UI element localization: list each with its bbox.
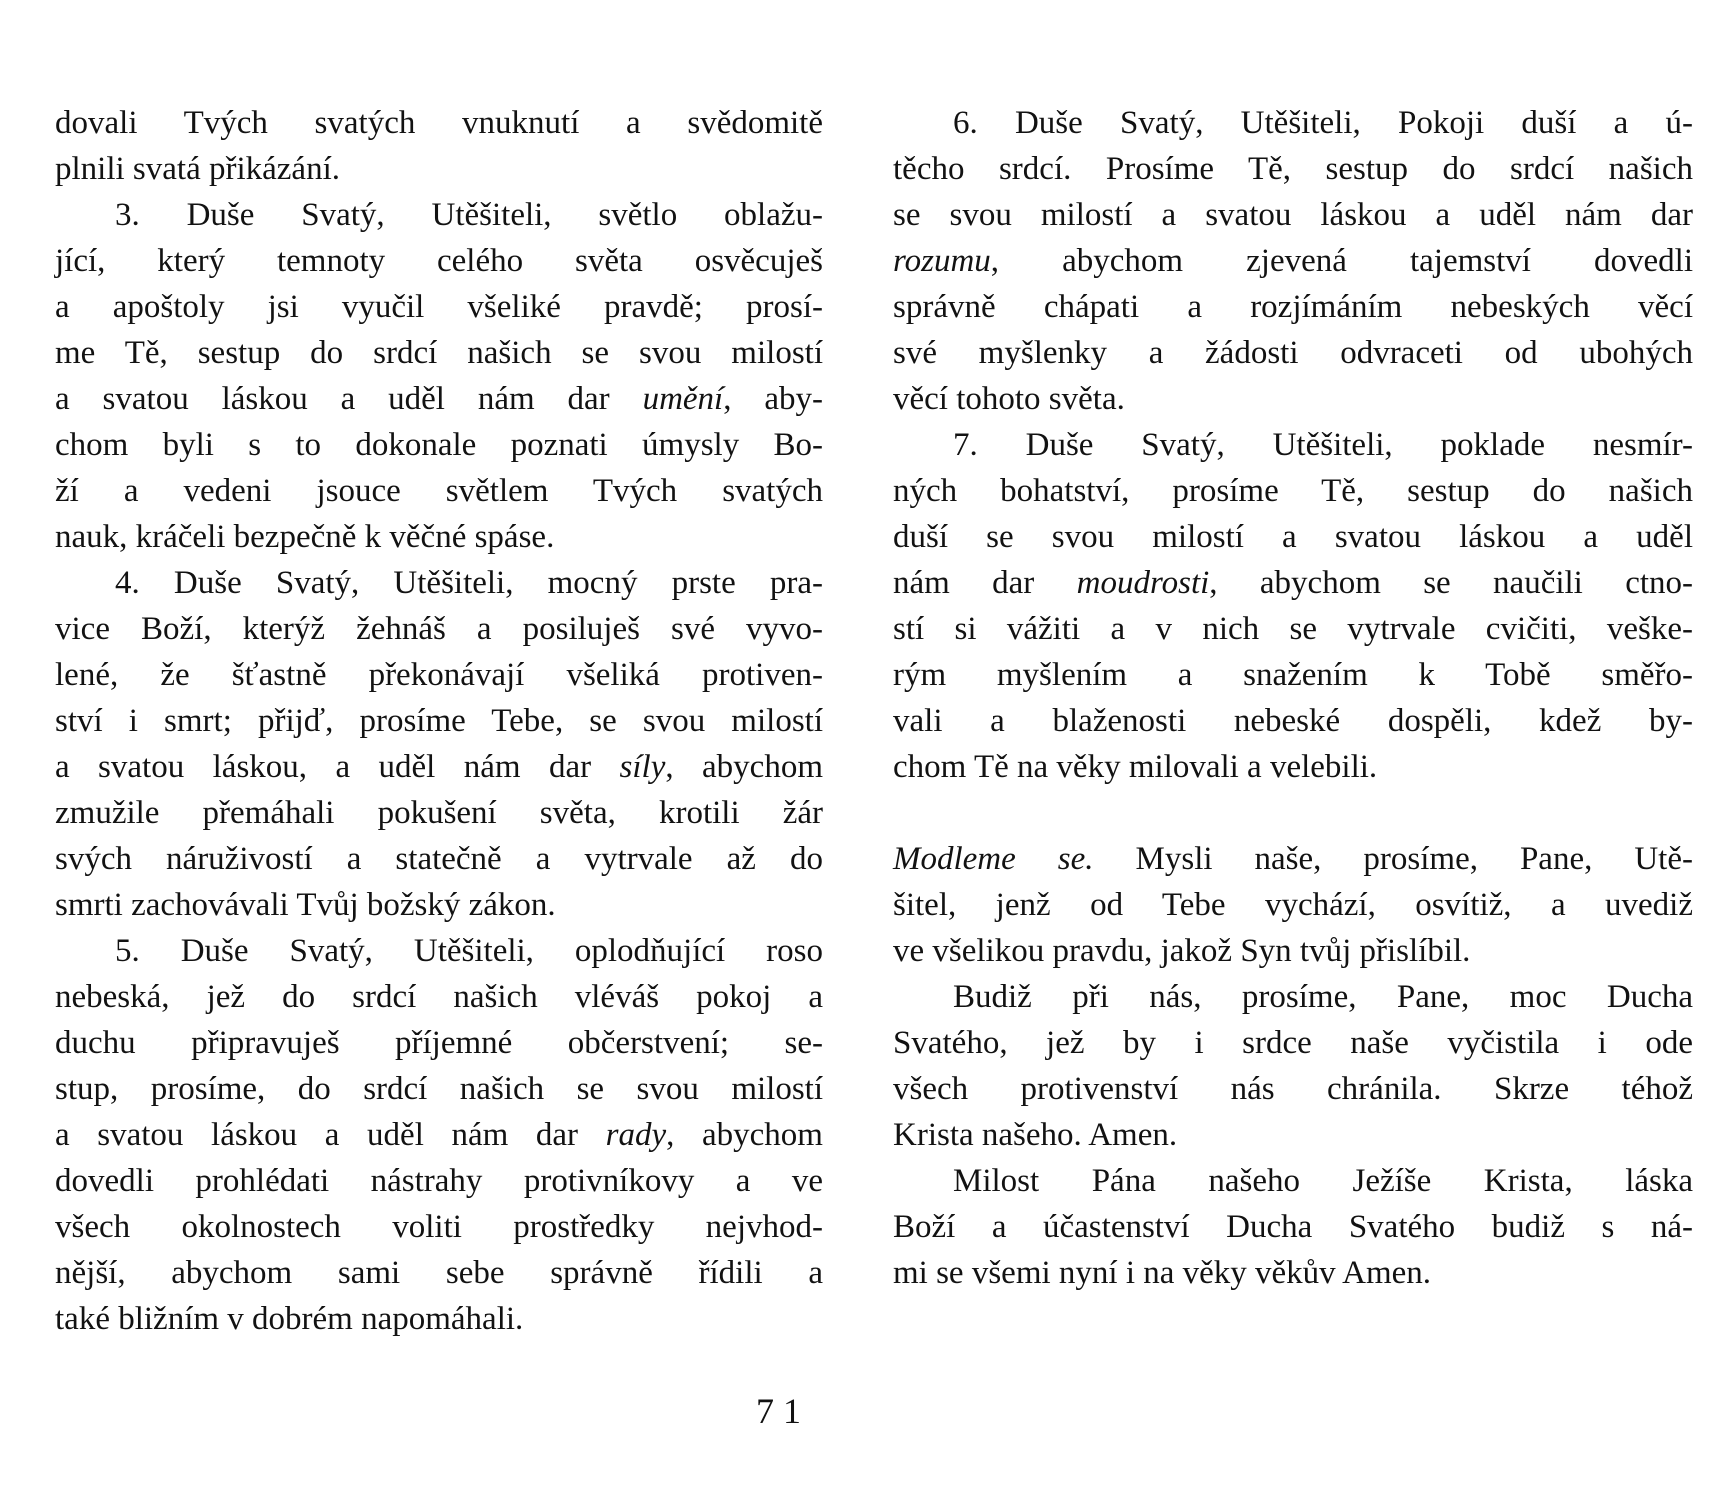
text-line: [893, 744, 1693, 790]
text-line: [55, 192, 823, 238]
text-run: 6. Duše Svatý, Utěšiteli, Pokoji duší a ú-: [953, 105, 1693, 141]
text-run: své myšlenky a žádosti odvraceti od ubohých: [893, 335, 1693, 371]
text-line: [893, 652, 1693, 698]
text-line: [893, 192, 1693, 238]
text-run: lené, že šťastně překonávají všeliká protiven-: [55, 657, 823, 693]
italic-text-run: síly: [619, 749, 666, 785]
text-line: [55, 1158, 823, 1204]
text-line: [893, 284, 1693, 330]
left-page-text-column: [55, 100, 823, 1342]
text-run: Milost Pána našeho Ježíše Krista, láska: [953, 1163, 1693, 1199]
text-run: všech okolnostech voliti prostředky nejvhod-: [55, 1209, 823, 1245]
text-run: 5. Duše Svatý, Utěšiteli, oplodňující roso: [115, 933, 823, 969]
text-run: a svatou láskou a uděl nám dar: [55, 1117, 606, 1153]
text-line: [893, 882, 1693, 928]
text-line: [55, 744, 823, 790]
text-run: stí si vážiti a v nich se vytrvale cvičiti, veške-: [893, 611, 1693, 647]
text-line: [55, 1066, 823, 1112]
text-run: těcho srdcí. Prosíme Tě, sestup do srdcí našich: [893, 151, 1693, 187]
text-line: [55, 1204, 823, 1250]
page-number: 7 1: [756, 1391, 801, 1431]
text-line: [55, 422, 823, 468]
text-run: se svou milostí a svatou láskou a uděl nám dar: [893, 197, 1693, 233]
text-run: duší se svou milostí a svatou láskou a uděl: [893, 519, 1693, 555]
text-line: [55, 882, 823, 928]
text-run: dovedli prohlédati nástrahy protivníkovy a ve: [55, 1163, 823, 1199]
text-run: vice Boží, kterýž žehnáš a posiluješ své vyvo-: [55, 611, 823, 647]
text-line: [893, 422, 1693, 468]
text-run: nebeská, jež do srdcí našich vléváš pokoj a: [55, 979, 823, 1015]
text-run: jící, který temnoty celého světa osvěcuješ: [55, 243, 823, 279]
text-run: a apoštoly jsi vyučil všeliké pravdě; prosí-: [55, 289, 823, 325]
text-line: [893, 100, 1693, 146]
text-line: [893, 1066, 1693, 1112]
text-line: [893, 1020, 1693, 1066]
text-line: [893, 928, 1693, 974]
text-run: ží a vedeni jsouce světlem Tvých svatých: [55, 473, 823, 509]
text-run: ných bohatství, prosíme Tě, sestup do našich: [893, 473, 1693, 509]
italic-text-run: rozumu: [893, 243, 991, 279]
text-line: [893, 560, 1693, 606]
text-run: 7. Duše Svatý, Utěšiteli, poklade nesmír-: [953, 427, 1693, 463]
text-run: zmužile přemáhali pokušení světa, krotili žár: [55, 795, 823, 831]
right-page-text-column: [893, 100, 1693, 1296]
text-run: , abychom se naučili ctno-: [1209, 565, 1693, 601]
italic-text-run: umění: [642, 381, 724, 417]
text-line: [55, 238, 823, 284]
text-run: vali a blaženosti nebeské dospěli, kdež by-: [893, 703, 1693, 739]
text-line: [55, 1250, 823, 1296]
italic-text-run: rady: [605, 1117, 667, 1153]
text-line: [893, 836, 1693, 882]
text-run: 4. Duše Svatý, Utěšiteli, mocný prste pra-: [115, 565, 823, 601]
text-run: mi se všemi nyní i na věky věkův Amen.: [893, 1255, 1432, 1291]
text-run: nější, abychom sami sebe správně řídili a: [55, 1255, 823, 1291]
text-line: [55, 836, 823, 882]
text-run: , abychom: [665, 749, 823, 785]
text-run: plnili svatá přikázání.: [55, 151, 340, 187]
text-run: správně chápati a rozjímáním nebeských věcí: [893, 289, 1693, 325]
text-run: , abychom zjevená tajemství dovedli: [990, 243, 1693, 279]
text-run: rým myšlením a snažením k Tobě směřo-: [893, 657, 1693, 693]
text-run: duchu připravuješ příjemné občerstvení; se-: [55, 1025, 823, 1061]
text-run: Krista našeho. Amen.: [893, 1117, 1178, 1153]
text-run: Boží a účastenství Ducha Svatého budiž s ná-: [893, 1209, 1693, 1245]
text-line: [893, 330, 1693, 376]
text-line: [55, 560, 823, 606]
text-run: ství i smrt; přijď, prosíme Tebe, se svou milostí: [55, 703, 823, 739]
text-line: [55, 146, 823, 192]
text-run: smrti zachovávali Tvůj božský zákon.: [55, 887, 556, 923]
text-run: ve všelikou pravdu, jakož Syn tvůj přislíbil.: [893, 933, 1471, 969]
text-run: chom Tě na věky milovali a velebili.: [893, 749, 1378, 785]
text-run: 3. Duše Svatý, Utěšiteli, světlo oblažu-: [115, 197, 823, 233]
text-line: [55, 284, 823, 330]
italic-text-run: moudrosti: [1076, 565, 1210, 601]
text-line: [893, 606, 1693, 652]
text-run: věcí tohoto světa.: [893, 381, 1125, 417]
text-line: [893, 468, 1693, 514]
text-line: [55, 514, 823, 560]
text-line: [893, 376, 1693, 422]
text-line: [893, 238, 1693, 284]
text-line: [893, 698, 1693, 744]
text-line: [55, 330, 823, 376]
text-run: Svatého, jež by i srdce naše vyčistila i ode: [893, 1025, 1693, 1061]
text-line: [893, 514, 1693, 560]
text-run: nauk, kráčeli bezpečně k věčné spáse.: [55, 519, 555, 555]
text-run: chom byli s to dokonale poznati úmysly Bo-: [55, 427, 823, 463]
text-line: [893, 1158, 1693, 1204]
text-line: [55, 698, 823, 744]
text-run: dovali Tvých svatých vnuknutí a svědomitě: [55, 105, 823, 141]
text-run: a svatou láskou, a uděl nám dar: [55, 749, 620, 785]
text-line: [893, 1250, 1693, 1296]
text-line: [893, 1204, 1693, 1250]
italic-text-run: Modleme se.: [893, 841, 1094, 877]
text-run: všech protivenství nás chránila. Skrze téhož: [893, 1071, 1693, 1107]
text-run: a svatou láskou a uděl nám dar: [55, 381, 643, 417]
text-line: [55, 468, 823, 514]
text-line: [55, 974, 823, 1020]
text-run: stup, prosíme, do srdcí našich se svou milostí: [55, 1071, 823, 1107]
text-line: [893, 974, 1693, 1020]
text-run: také bližním v dobrém napomáhali.: [55, 1301, 524, 1337]
text-line: [55, 928, 823, 974]
text-line: [55, 376, 823, 422]
text-line: [55, 100, 823, 146]
text-line: [55, 790, 823, 836]
text-line: [893, 1112, 1693, 1158]
text-run: nám dar: [893, 565, 1077, 601]
text-run: me Tě, sestup do srdcí našich se svou milostí: [55, 335, 823, 371]
text-line: [55, 1020, 823, 1066]
text-line: [55, 606, 823, 652]
text-line: [55, 1112, 823, 1158]
text-run: Mysli naše, prosíme, Pane, Utě-: [1093, 841, 1693, 877]
text-run: šitel, jenž od Tebe vychází, osvítiž, a uvediž: [893, 887, 1693, 923]
text-line: [55, 652, 823, 698]
text-line: [893, 146, 1693, 192]
text-run: svých náruživostí a statečně a vytrvale až do: [55, 841, 823, 877]
text-run: , abychom: [666, 1117, 823, 1153]
text-run: Budiž při nás, prosíme, Pane, moc Ducha: [953, 979, 1693, 1015]
text-run: , aby-: [723, 381, 823, 417]
text-line: [55, 1296, 823, 1342]
